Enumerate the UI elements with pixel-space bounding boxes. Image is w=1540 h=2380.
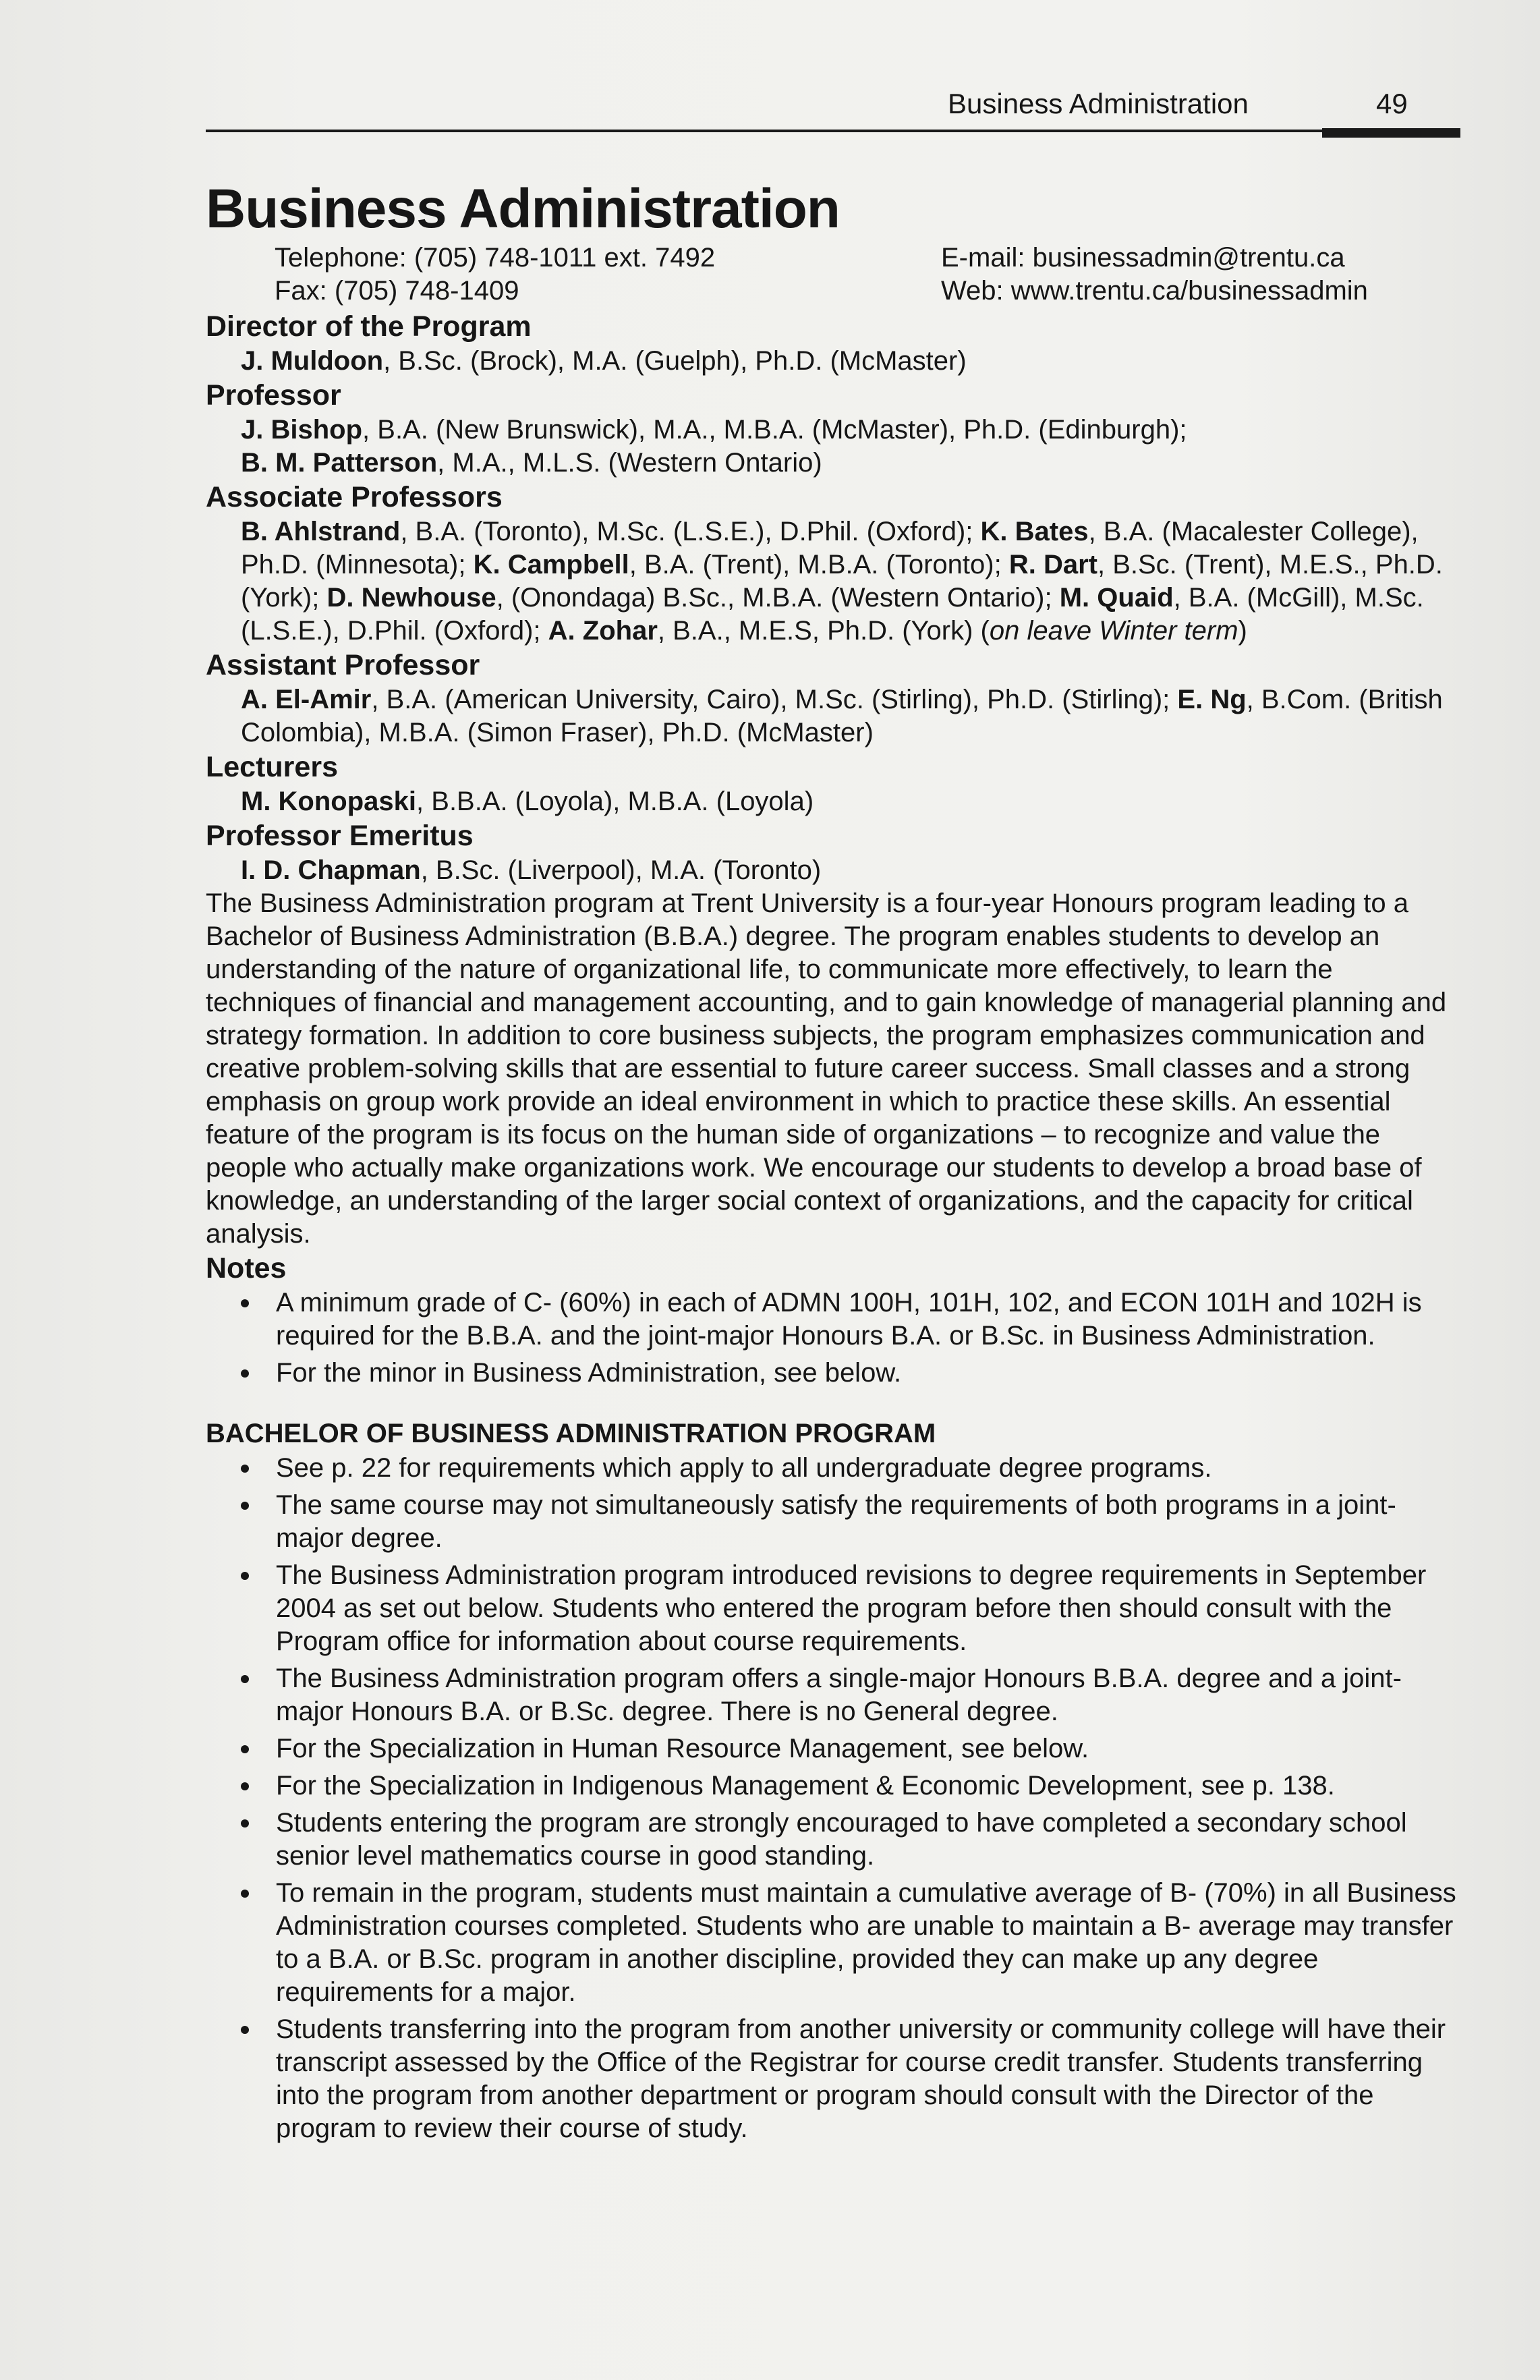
program-description: The Business Administration program at Trent University is a four-year Honours program leading to a Bachelor of Business Administration (B.B.A.) degree. The program enables students to develop an understanding of the nature of organizational life, to communicate more effectively, to learn the techniques of financial and management accounting, and to gain knowledge of managerial planning and strategy formation. In addition to core business subjects, the program emphasizes communication and creative problem-solving skills that are essential to future career success. Small classes and a strong emphasis on group work provide an ideal environment in which to practice these skills. An essential feature of the program is its focus on the human side of organizations – to recognize and value the people who actually make organizations work. We encourage our students to develop a broad base of knowledge, an understanding of the larger social context of organizations, and the capacity for critical analysis. <box>206 888 1447 1249</box>
list-item: For the Specialization in Indigenous Management & Economic Development, see p. 138. <box>206 1769 1460 1803</box>
leave-note: on leave Winter term <box>989 616 1238 646</box>
bba-heading: BACHELOR OF BUSINESS ADMINISTRATION PROGRAM <box>206 1419 936 1448</box>
director-heading: Director of the Program <box>206 310 532 343</box>
list-item: Students transferring into the program from another university or community college will have their transcript assessed by the Office of the Registrar for course credit transfer. Students transferring into the program from another department or program should consult with the Director of the program to review their course of study. <box>206 2013 1460 2145</box>
faculty-name: B. M. Patterson <box>241 448 438 478</box>
associate-heading: Associate Professors <box>206 481 503 513</box>
website[interactable]: Web: www.trentu.ca/businessadmin <box>941 276 1368 306</box>
list-item: For the minor in Business Administration, see below. <box>206 1357 1460 1390</box>
emeritus-heading: Professor Emeritus <box>206 820 474 852</box>
list-item: To remain in the program, students must maintain a cumulative average of B- (70%) in all Business Administration courses completed. Students who are unable to maintain a B- average may transfer to a B.A. or B.Sc. program in another discipline, provided they can make up any degree requirements for a major. <box>206 1877 1460 2009</box>
faculty-name: J. Bishop <box>241 415 363 445</box>
professor-heading: Professor <box>206 379 341 412</box>
list-item: The same course may not simultaneously satisfy the requirements of both programs in a joint-major degree. <box>206 1489 1460 1555</box>
notes-heading: Notes <box>206 1252 287 1284</box>
list-item: For the Specialization in Human Resource Management, see below. <box>206 1732 1460 1765</box>
list-item: See p. 22 for requirements which apply to all undergraduate degree programs. <box>206 1452 1460 1485</box>
list-item: The Business Administration program introduced revisions to degree requirements in September 2004 as set out below. Students who entered the program before then should consult with the Program office for information about course requirements. <box>206 1559 1460 1658</box>
page-content <box>206 177 1460 2149</box>
professor-entry: J. Bishop, B.A. (New Brunswick), M.A., M.B.A. (McMaster), Ph.D. (Edinburgh); <box>241 415 1187 445</box>
bba-list <box>206 1452 1460 2145</box>
page-title: Business Administration <box>206 178 840 239</box>
list-item: Students entering the program are strongly encouraged to have completed a secondary school senior level mathematics course in good standing. <box>206 1807 1460 1873</box>
notes-list <box>206 1286 1460 1390</box>
running-header: Business Administration <box>948 88 1249 119</box>
director-entry: J. Muldoon, B.Sc. (Brock), M.A. (Guelph), Ph.D. (McMaster) <box>241 346 967 376</box>
list-item: A minimum grade of C- (60%) in each of ADMN 100H, 101H, 102, and ECON 101H and 102H is required for the B.B.A. and the joint-major Honours B.A. or B.Sc. in Business Administration. <box>206 1286 1460 1353</box>
header-rule <box>206 130 1460 132</box>
assistant-heading: Assistant Professor <box>206 649 480 681</box>
email[interactable]: E-mail: businessadmin@trentu.ca <box>941 243 1345 273</box>
lecturers-heading: Lecturers <box>206 751 338 783</box>
telephone: Telephone: (705) 748-1011 ext. 7492 <box>275 243 716 273</box>
professor-entry: B. M. Patterson, M.A., M.L.S. (Western Ontario) <box>241 448 822 478</box>
lecturer-entry: M. Konopaski, B.B.A. (Loyola), M.B.A. (Loyola) <box>241 787 814 816</box>
list-item: The Business Administration program offers a single-major Honours B.B.A. degree and a joint-major Honours B.A. or B.Sc. degree. There is no General degree. <box>206 1662 1460 1728</box>
emeritus-entry: I. D. Chapman, B.Sc. (Liverpool), M.A. (Toronto) <box>241 855 822 885</box>
fax: Fax: (705) 748-1409 <box>275 276 519 306</box>
header-rule-accent <box>1322 128 1460 138</box>
page-number: 49 <box>1376 88 1408 119</box>
associate-entries: B. Ahlstrand, B.A. (Toronto), M.Sc. (L.S.E.), D.Phil. (Oxford); K. Bates, B.A. (Macalester College), Ph.D. (Minnesota); K. Campbell, B.A. (Trent), M.B.A. (Toronto); R. Dart, B.Sc. (Trent), M.E.S., Ph.D. (York); D. Newhouse, (Onondaga) B.Sc., M.B.A. (Western Ontario); M. Quaid, B.A. (McGill), M.Sc. (L.S.E.), D.Phil. (Oxford); A. Zohar, B.A., M.E.S, Ph.D. (York) (on leave Winter term) <box>241 517 1443 646</box>
faculty-name: J. Muldoon <box>241 346 384 376</box>
contact-block <box>275 242 1460 309</box>
assistant-entries: A. El-Amir, B.A. (American University, Cairo), M.Sc. (Stirling), Ph.D. (Stirling); E. Ng, B.Com. (British Colombia), M.B.A. (Simon Fraser), Ph.D. (McMaster) <box>241 685 1443 747</box>
